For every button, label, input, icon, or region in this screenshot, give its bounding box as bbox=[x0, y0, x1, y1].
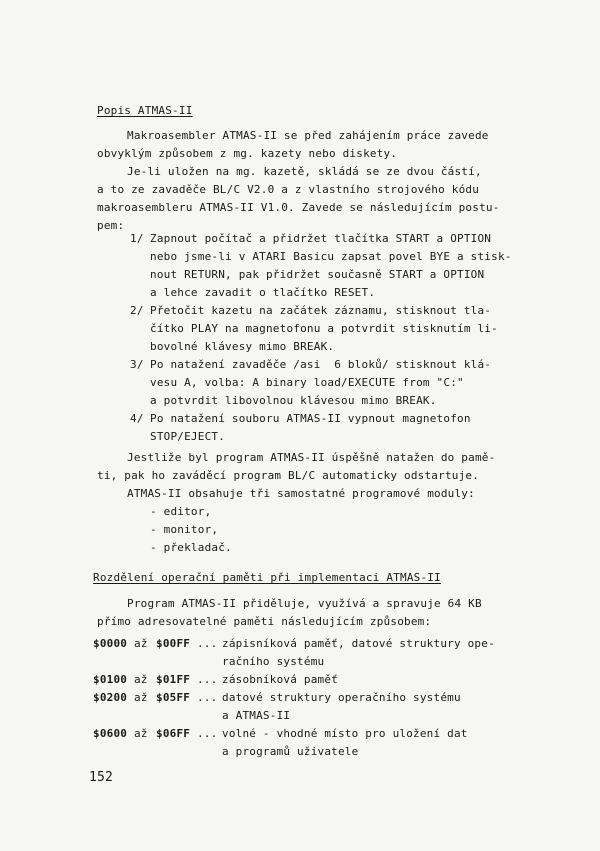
range-separator: až bbox=[134, 673, 148, 686]
paragraph-line: přímo adresovatelné paměti následujícím způsobem: bbox=[97, 615, 432, 628]
address-from: $0100 bbox=[93, 673, 128, 686]
memory-description: a programů uživatele bbox=[222, 745, 359, 758]
memory-description: zásobníková paměť bbox=[222, 673, 338, 686]
range-separator: až bbox=[134, 727, 148, 740]
memory-description: račního systému bbox=[222, 655, 325, 668]
module-item: - překladač. bbox=[150, 541, 232, 554]
memory-description: a ATMAS-II bbox=[222, 709, 291, 722]
step-line: nout RETURN, pak přidržet současně START a OPTION bbox=[150, 268, 485, 281]
step-line: STOP/EJECT. bbox=[150, 430, 226, 443]
step-line: bovolné klávesy mimo BREAK. bbox=[150, 340, 335, 353]
step-line: a lehce zavadit o tlačítko RESET. bbox=[150, 286, 376, 299]
paragraph-line: pem: bbox=[97, 219, 125, 232]
paragraph-line: makroasembleru ATMAS-II V1.0. Zavede se následujícím postu- bbox=[97, 201, 500, 214]
step-number: 4/ bbox=[130, 412, 144, 425]
memory-description: zápisníková paměť, datové struktury ope- bbox=[222, 637, 495, 650]
paragraph-line: Je-li uložen na mg. kazetě, skládá se ze dvou částí, bbox=[127, 165, 482, 178]
memory-description: datové struktury operačního systému bbox=[222, 691, 461, 704]
step-line: Po natažení souboru ATMAS-II vypnout magnetofon bbox=[150, 412, 471, 425]
module-item: - editor, bbox=[150, 505, 212, 518]
step-line: Přetočit kazetu na začátek záznamu, stisknout tla- bbox=[150, 304, 492, 317]
range-separator: až bbox=[134, 637, 148, 650]
step-line: vesu A, volba: A binary load/EXECUTE from "C:" bbox=[150, 376, 464, 389]
leader-dots: ... bbox=[197, 637, 218, 650]
leader-dots: ... bbox=[197, 691, 218, 704]
step-line: Zapnout počítač a přidržet tlačítka START a OPTION bbox=[150, 232, 492, 245]
step-number: 1/ bbox=[130, 232, 144, 245]
paragraph-line: Program ATMAS-II přiděluje, využívá a spravuje 64 KB bbox=[127, 597, 482, 610]
section-title-memory: Rozdělení operační paměti při implementaci ATMAS-II bbox=[93, 571, 441, 584]
paragraph-line: Jestliže byl program ATMAS-II úspěšně natažen do pamě- bbox=[127, 451, 496, 464]
range-separator: až bbox=[134, 691, 148, 704]
paragraph-line: obvyklým způsobem z mg. kazety nebo diskety. bbox=[97, 147, 398, 160]
section-title-popis: Popis ATMAS-II bbox=[97, 104, 193, 117]
memory-description: volné - vhodné místo pro uložení dat bbox=[222, 727, 468, 740]
address-to: $05FF bbox=[156, 691, 191, 704]
paragraph-line: a to ze zavaděče BL/C V2.0 a z vlastního strojového kódu bbox=[97, 183, 480, 196]
step-line: Po natažení zavaděče /asi 6 bloků/ stisknout klá- bbox=[150, 358, 492, 371]
step-line: a potvrdit libovolnou klávesou mimo BREAK. bbox=[150, 394, 437, 407]
page-number: 152 bbox=[89, 770, 114, 785]
address-from: $0600 bbox=[93, 727, 128, 740]
paragraph-line: ti, pak ho zaváděcí program BL/C automaticky odstartuje. bbox=[97, 469, 480, 482]
address-to: $01FF bbox=[156, 673, 191, 686]
leader-dots: ... bbox=[197, 673, 218, 686]
paragraph-line: ATMAS-II obsahuje tři samostatné programové moduly: bbox=[127, 487, 475, 500]
step-number: 2/ bbox=[130, 304, 144, 317]
leader-dots: ... bbox=[197, 727, 218, 740]
address-to: $00FF bbox=[156, 637, 191, 650]
address-from: $0000 bbox=[93, 637, 128, 650]
step-number: 3/ bbox=[130, 358, 144, 371]
address-from: $0200 bbox=[93, 691, 128, 704]
step-line: čítko PLAY na magnetofonu a potvrdit stisknutím li- bbox=[150, 322, 498, 335]
step-line: nebo jsme-li v ATARI Basicu zapsat povel BYE a stisk- bbox=[150, 250, 512, 263]
paragraph-line: Makroasembler ATMAS-II se před zahájením práce zavede bbox=[127, 129, 489, 142]
address-to: $06FF bbox=[156, 727, 191, 740]
module-item: - monitor, bbox=[150, 523, 219, 536]
